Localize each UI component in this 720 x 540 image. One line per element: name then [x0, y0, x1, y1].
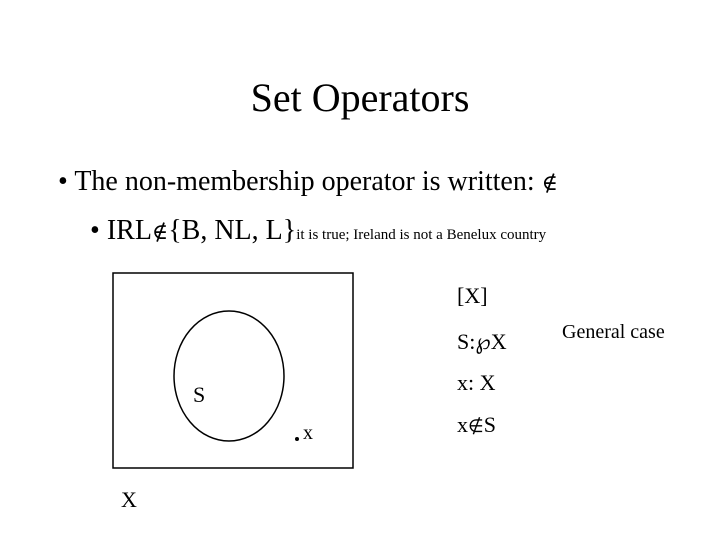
decl-prefix: S: — [457, 329, 476, 354]
example-set: {B, NL, L} — [168, 215, 297, 246]
example-note: it is true; Ireland is not a Benelux country — [296, 227, 547, 243]
example-lhs: IRL — [106, 215, 152, 246]
bullet-marker: • — [58, 166, 68, 197]
not-element-of-symbol: ∉ — [541, 170, 558, 195]
element-point — [295, 437, 299, 441]
set-declaration — [457, 329, 507, 354]
nonmember-lhs: x — [457, 412, 468, 437]
not-element-of-symbol: ∉ — [151, 219, 169, 244]
powerset-symbol: ℘ — [475, 329, 491, 354]
bullet-marker: • — [90, 215, 100, 246]
slide-title: Set Operators — [250, 75, 470, 120]
nonmember-rhs: S — [483, 412, 496, 437]
set-circle — [174, 311, 284, 441]
nonmember-expression — [457, 412, 496, 437]
element-declaration: x: X — [457, 370, 496, 395]
universe-label: X — [121, 487, 137, 512]
general-case-label: General case — [562, 321, 665, 343]
bullet-text: The non-membership operator is written: — [74, 166, 535, 197]
not-element-of-symbol: ∉ — [468, 416, 484, 436]
element-label: x — [303, 422, 313, 444]
universe-box — [113, 273, 353, 468]
set-label: S — [193, 382, 206, 407]
decl-suffix: X — [490, 329, 507, 354]
powerset-label: [X] — [457, 283, 488, 308]
